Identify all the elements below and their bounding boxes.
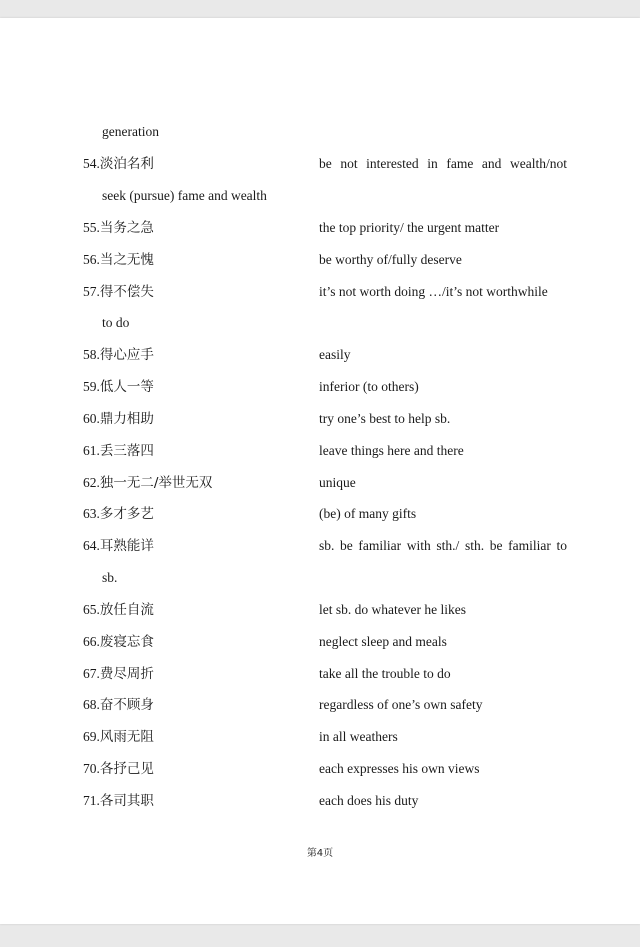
entry-number: 69. xyxy=(83,729,100,744)
entry-63-translation: (be) of many gifts xyxy=(319,506,417,521)
entry-60-term xyxy=(83,410,154,428)
entry-62-translation: unique xyxy=(319,475,356,490)
entry-number: 60. xyxy=(83,411,100,426)
entry-number: 63. xyxy=(83,506,100,521)
chinese-idiom: 当之无愧 xyxy=(99,252,154,268)
entry-57-translation-wrap: to do xyxy=(102,315,130,330)
entry-number: 65. xyxy=(83,602,100,617)
entry-69-translation: in all weathers xyxy=(319,729,398,744)
chinese-idiom: 各抒己见 xyxy=(99,761,154,777)
chinese-idiom: 独一无二/举世无双 xyxy=(99,475,213,491)
chinese-idiom: 放任自流 xyxy=(99,602,154,618)
entry-63-term xyxy=(83,505,154,523)
document-page xyxy=(0,18,640,924)
entry-54-translation: be not interested in fame and wealth/not xyxy=(319,156,567,171)
entry-number: 64. xyxy=(83,538,100,553)
entry-71-term xyxy=(83,792,154,810)
chinese-idiom: 得不偿失 xyxy=(99,284,154,300)
entry-54-translation-wrap: seek (pursue) fame and wealth xyxy=(102,188,267,203)
entry-67-term xyxy=(83,665,154,683)
continuation-text: generation xyxy=(102,124,159,139)
entry-number: 61. xyxy=(83,443,100,458)
entry-55-term xyxy=(83,219,154,237)
entry-number: 55. xyxy=(83,220,100,235)
chinese-idiom: 奋不顾身 xyxy=(99,697,154,713)
entry-59-term xyxy=(83,378,154,396)
entry-number: 56. xyxy=(83,252,100,267)
entry-number: 58. xyxy=(83,347,100,362)
entry-number: 66. xyxy=(83,634,100,649)
entry-number: 54. xyxy=(83,156,100,171)
entry-57-term xyxy=(83,283,154,301)
entry-68-term xyxy=(83,696,154,714)
entry-64-translation-wrap: sb. xyxy=(102,570,118,585)
entry-54-term xyxy=(83,155,154,173)
entry-number: 59. xyxy=(83,379,100,394)
entry-67-translation: take all the trouble to do xyxy=(319,666,451,681)
chinese-idiom: 鼎力相助 xyxy=(99,411,154,427)
entry-65-term xyxy=(83,601,154,619)
entry-62-term xyxy=(83,474,212,492)
entry-61-translation: leave things here and there xyxy=(319,443,464,458)
entry-64-translation: sb. be familiar with sth./ sth. be familiar to xyxy=(319,538,567,553)
entry-58-translation: easily xyxy=(319,347,351,362)
entry-number: 71. xyxy=(83,793,100,808)
chinese-idiom: 风雨无阻 xyxy=(99,729,154,745)
entry-66-term xyxy=(83,633,154,651)
chinese-idiom: 废寝忘食 xyxy=(99,634,154,650)
chinese-idiom: 当务之急 xyxy=(99,220,154,236)
chinese-idiom: 得心应手 xyxy=(99,347,154,363)
entry-65-translation: let sb. do whatever he likes xyxy=(319,602,466,617)
entry-57-translation: it’s not worth doing …/it’s not worthwhile xyxy=(319,284,548,299)
entry-60-translation: try one’s best to help sb. xyxy=(319,411,451,426)
entry-70-term xyxy=(83,760,154,778)
entry-number: 70. xyxy=(83,761,100,776)
entry-number: 57. xyxy=(83,284,100,299)
chinese-idiom: 费尽周折 xyxy=(99,666,154,682)
entry-number: 62. xyxy=(83,475,100,490)
entry-64-term xyxy=(83,537,154,555)
chinese-idiom: 丢三落四 xyxy=(99,443,154,459)
entry-66-translation: neglect sleep and meals xyxy=(319,634,447,649)
chinese-idiom: 淡泊名利 xyxy=(99,156,154,172)
entry-number: 68. xyxy=(83,697,100,712)
chinese-idiom: 耳熟能详 xyxy=(99,538,154,554)
entry-68-translation: regardless of one’s own safety xyxy=(319,697,483,712)
entry-number: 67. xyxy=(83,666,100,681)
entry-61-term xyxy=(83,442,154,460)
chinese-idiom: 多才多艺 xyxy=(99,506,154,522)
page-number: 第4页 xyxy=(306,848,334,859)
entry-56-translation: be worthy of/fully deserve xyxy=(319,252,462,267)
chinese-idiom: 低人一等 xyxy=(99,379,154,395)
entry-70-translation: each expresses his own views xyxy=(319,761,480,776)
chinese-idiom: 各司其职 xyxy=(99,793,154,809)
entry-69-term xyxy=(83,728,154,746)
entry-55-translation: the top priority/ the urgent matter xyxy=(319,220,500,235)
entry-71-translation: each does his duty xyxy=(319,793,419,808)
entry-56-term xyxy=(83,251,154,269)
entry-58-term xyxy=(83,346,154,364)
entry-59-translation: inferior (to others) xyxy=(319,379,419,394)
